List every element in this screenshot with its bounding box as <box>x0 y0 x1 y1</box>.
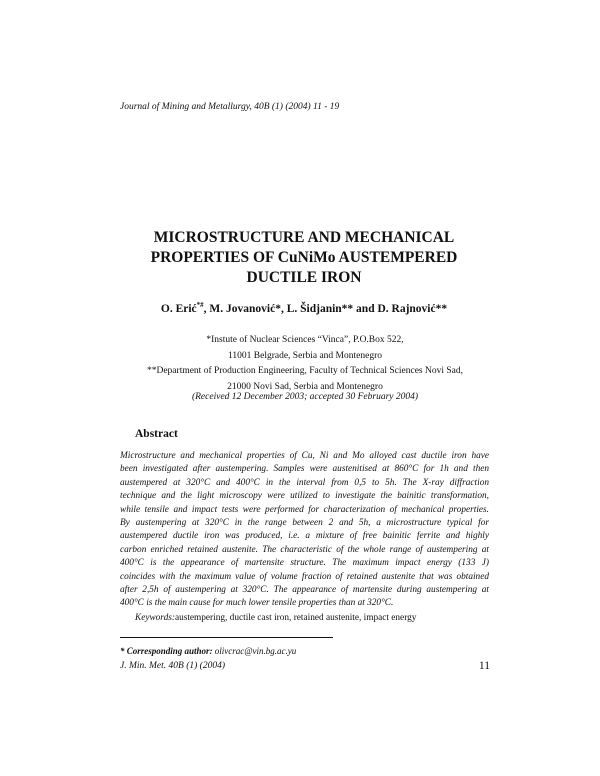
keywords <box>135 613 495 623</box>
footnote-email[interactable]: olivcrac@vin.bg.ac.yu <box>212 646 297 656</box>
title-line: MICROSTRUCTURE AND MECHANICAL <box>153 229 455 246</box>
other-authors: , M. Jovanović*, L. Šidjanin** and D. Rajnović** <box>203 302 448 315</box>
abstract-line: while tensile and impact tests were performed for characterization of mechanical properties. <box>120 504 489 515</box>
page-number: 11 <box>478 660 490 672</box>
affiliation-line: *Instute of Nuclear Sciences “Vinca”, P.O.Box 522, <box>206 335 404 345</box>
affiliation-line: 11001 Belgrade, Serbia and Montenegro <box>228 350 382 361</box>
abstract-line: By austempering at 320°C in the range between 2 and 5h, a microstructure typical for <box>120 518 489 529</box>
keywords-label: Keywords: <box>135 613 175 623</box>
received-dates: (Received 12 December 2003; accepted 30 February 2004) <box>191 392 419 402</box>
first-author: O. Erić <box>160 302 197 315</box>
abstract-line: 400°C is the appearance of martensite structure. The maximum impact energy (133 J) <box>120 558 489 569</box>
abstract-line: after 2,5h of austempering at 320°C. The appearance of martensite during austempering at <box>120 585 489 596</box>
first-author-mark: *# <box>196 301 204 309</box>
abstract-line: technique and the light microscopy were utilized to investigate the bainitic transformation, <box>120 491 489 502</box>
corresponding-author-footnote <box>120 646 380 656</box>
affiliation-line: **Department of Production Engineering, Faculty of Technical Sciences Novi Sad, <box>146 366 463 376</box>
authors <box>120 301 488 315</box>
abstract-line: been investigated after austempering. Samples were austenitised at 860°C for 1h and then <box>120 464 489 475</box>
abstract-line: austempered ductile iron was produced, i.e. a mixture of free bainitic ferrite and highly <box>120 531 489 542</box>
abstract-body <box>120 450 489 611</box>
paper-title <box>110 228 498 288</box>
affiliations <box>120 333 490 395</box>
title-line: PROPERTIES OF CuNiMo AUSTEMPERED <box>150 249 458 266</box>
keywords-text: austempering, ductile cast iron, retained austenite, impact energy <box>174 613 417 623</box>
footnote-divider <box>120 637 333 638</box>
journal-header: Journal of Mining and Metallurgy, 40B (1) (2004) 11 - 19 <box>120 102 340 112</box>
abstract-line: austempered at 320°C and 400°C in the interval from 0,5 to 5h. The X-ray diffraction <box>120 477 489 488</box>
footer-citation: J. Min. Met. 40B (1) (2004) <box>120 661 225 671</box>
title-line: DUCTILE IRON <box>246 269 362 286</box>
abstract-line: coincides with the maximum value of volume fraction of retained austenite that was obtained <box>120 571 489 582</box>
abstract-line: Microstructure and mechanical properties of Cu, Ni and Mo alloyed cast ductile iron have <box>120 451 489 461</box>
abstract-heading: Abstract <box>135 428 178 440</box>
abstract-line: carbon enriched retained austenite. The characteristic of the whole range of austempering at <box>120 544 489 555</box>
affiliation-line: 21000 Novi Sad, Serbia and Montenegro <box>227 381 383 392</box>
footnote-label: * Corresponding author: <box>120 646 213 656</box>
abstract-line: 400°C is the main cause for much lower tensile properties than at 320°C. <box>120 598 394 609</box>
